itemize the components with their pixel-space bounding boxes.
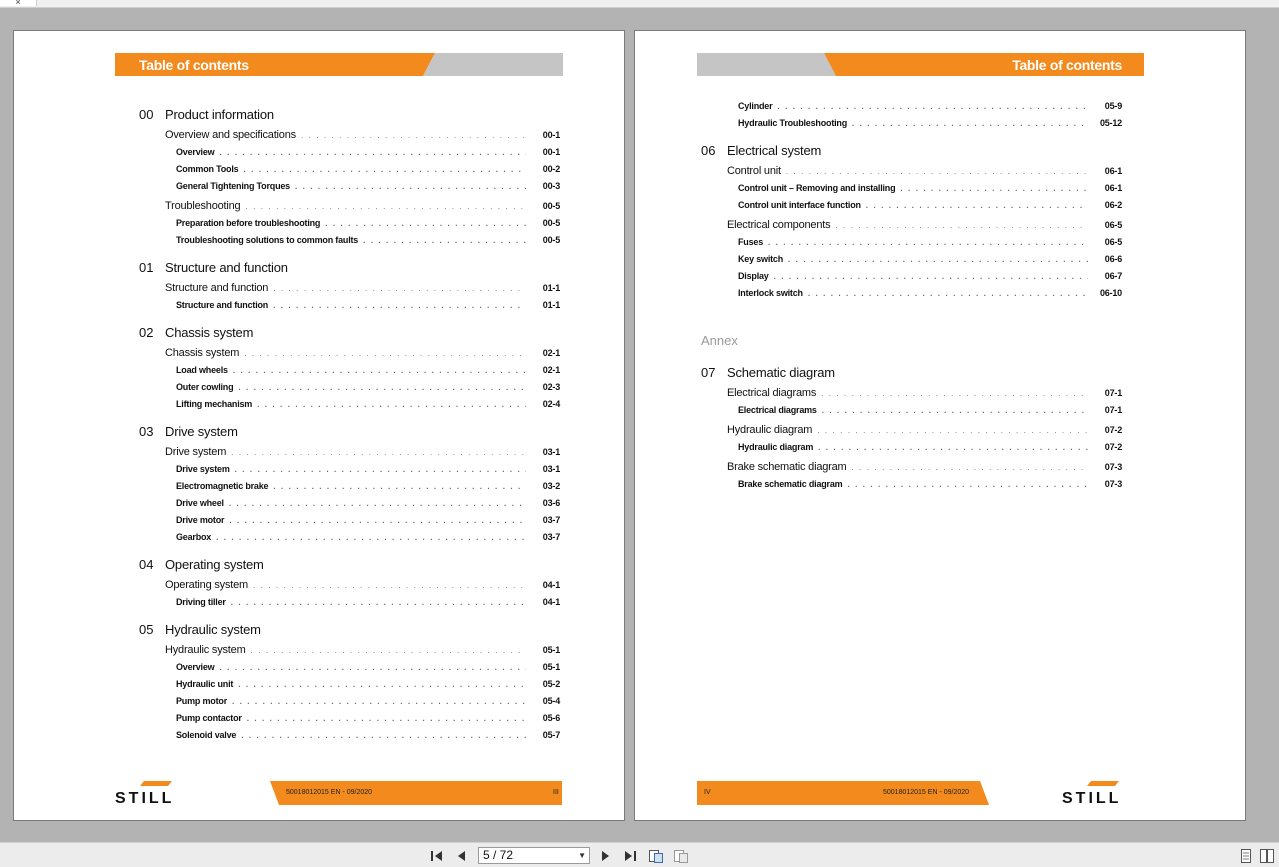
chevron-down-icon[interactable]: ▼ — [578, 851, 586, 860]
toc-page-number: 07-2 — [1104, 442, 1122, 452]
toc-section-entry[interactable] — [701, 461, 1122, 479]
toc-page-number: 05-1 — [542, 645, 560, 655]
toc-subsection-entry[interactable] — [139, 662, 560, 679]
toc-page-number: 05-7 — [542, 730, 560, 740]
toc-section-entry[interactable] — [701, 165, 1122, 183]
dot-leader — [301, 131, 526, 140]
toc-entry-label: Cylinder — [738, 101, 773, 111]
toc-entry-label: Control unit interface function — [738, 200, 861, 210]
toc-subsection-entry[interactable] — [139, 218, 560, 235]
chapter-number: 06 — [701, 143, 716, 158]
toc-entry-label: Overview — [176, 147, 215, 157]
toc-subsection-entry[interactable] — [701, 254, 1122, 271]
toc-entry-label: Troubleshooting — [165, 200, 241, 212]
toc-list — [139, 99, 560, 747]
page-number-input[interactable] — [478, 847, 590, 864]
toc-section-entry[interactable] — [701, 219, 1122, 237]
toc-page-number: 06-7 — [1104, 271, 1122, 281]
toc-subsection-entry[interactable] — [701, 200, 1122, 217]
toc-entry-label: Electrical diagrams — [738, 405, 817, 415]
toc-entry-label: Control unit – Removing and installing — [738, 183, 896, 193]
toc-subsection-entry[interactable] — [701, 271, 1122, 288]
still-logo — [114, 781, 200, 812]
dot-leader — [363, 236, 526, 245]
dot-leader — [229, 499, 526, 508]
chapter-number: 03 — [139, 424, 154, 439]
toc-subsection-entry[interactable] — [139, 696, 560, 713]
toc-chapter-heading[interactable] — [139, 103, 560, 127]
toc-subsection-entry[interactable] — [139, 532, 560, 549]
dot-leader — [238, 383, 526, 392]
toc-entry-label: Troubleshooting solutions to common faults — [176, 235, 359, 245]
toc-entry-label: Electromagnetic brake — [176, 481, 269, 491]
toc-entry-label: Load wheels — [176, 365, 228, 375]
toc-entry-label: Pump contactor — [176, 713, 242, 723]
header-title: Table of contents — [1012, 57, 1122, 73]
toc-page-number: 06-2 — [1104, 200, 1122, 210]
toc-entry-label: Control unit — [727, 165, 781, 177]
fit-page-icon[interactable] — [648, 848, 664, 864]
toc-page-number: 00-1 — [542, 130, 560, 140]
annex-label: Annex — [701, 333, 738, 348]
dot-leader — [231, 598, 526, 607]
dot-leader — [847, 480, 1088, 489]
toc-subsection-entry[interactable] — [139, 730, 560, 747]
dot-leader — [852, 463, 1088, 472]
toc-subsection-entry[interactable] — [139, 679, 560, 696]
header-banner — [115, 53, 563, 76]
toc-page-number: 00-5 — [542, 201, 560, 211]
tab-close-button[interactable]: × — [0, 0, 37, 6]
toc-entry-label: Electrical components — [727, 219, 831, 231]
dot-leader — [238, 680, 526, 689]
chapter-title: Product information — [165, 107, 274, 122]
toc-entry-label: Brake schematic diagram — [738, 479, 843, 489]
toc-subsection-entry[interactable] — [139, 235, 560, 252]
toc-page-number: 05-2 — [542, 679, 560, 689]
toc-page-number: 04-1 — [542, 580, 560, 590]
footer-page-number: IV — [704, 789, 711, 796]
toc-section-entry[interactable] — [701, 424, 1122, 442]
dot-leader — [835, 221, 1088, 230]
toc-page-number: 06-1 — [1104, 166, 1122, 176]
toc-entry-label: Fuses — [738, 237, 764, 247]
toc-entry-label: Drive system — [176, 464, 230, 474]
toc-subsection-entry[interactable] — [701, 237, 1122, 254]
toc-page-number: 02-4 — [542, 399, 560, 409]
dot-leader — [229, 516, 526, 525]
toc-entry-label: Hydraulic unit — [176, 679, 234, 689]
toc-subsection-entry[interactable] — [701, 118, 1122, 135]
toc-subsection-entry[interactable] — [139, 164, 560, 181]
dot-leader — [273, 301, 526, 310]
toc-page-number: 05-1 — [542, 662, 560, 672]
toc-entry-label: Hydraulic system — [165, 644, 246, 656]
toc-page-number: 04-1 — [542, 597, 560, 607]
toc-entry-label: Overview — [176, 662, 215, 672]
single-page-view-icon[interactable] — [1238, 848, 1254, 864]
chapter-title: Drive system — [165, 424, 238, 439]
toc-entry-label: Pump motor — [176, 696, 227, 706]
toc-page-number: 06-5 — [1104, 237, 1122, 247]
dot-leader — [788, 255, 1088, 264]
toc-page-number: 00-5 — [542, 235, 560, 245]
first-page-icon[interactable] — [429, 848, 445, 864]
toc-subsection-entry[interactable] — [139, 515, 560, 532]
toc-entry-label: Outer cowling — [176, 382, 234, 392]
toc-entry-label: Display — [738, 271, 769, 281]
toc-subsection-entry[interactable] — [701, 405, 1122, 422]
dot-leader — [257, 400, 526, 409]
logo-text: STILL — [115, 790, 175, 807]
chapter-number: 04 — [139, 557, 154, 572]
toc-page-number: 03-7 — [542, 532, 560, 542]
dot-leader — [232, 697, 526, 706]
toc-subsection-entry[interactable] — [139, 399, 560, 416]
toc-entry-label: Structure and function — [176, 300, 269, 310]
toc-page-number: 06-1 — [1104, 183, 1122, 193]
tab-strip — [0, 0, 1279, 8]
toc-subsection-entry[interactable] — [701, 442, 1122, 459]
toc-page-number: 00-3 — [542, 181, 560, 191]
toc-page-number: 01-1 — [542, 283, 560, 293]
dot-leader — [808, 289, 1088, 298]
two-page-view-icon[interactable] — [1259, 848, 1275, 864]
toc-subsection-entry[interactable] — [139, 300, 560, 317]
footer-document-number: 50018012015 EN - 09/2020 — [286, 789, 373, 796]
toc-entry-label: Operating system — [165, 579, 249, 591]
dot-leader — [235, 465, 526, 474]
toc-page-number: 05-6 — [542, 713, 560, 723]
toc-page-number: 07-3 — [1104, 479, 1122, 489]
chapter-number: 02 — [139, 325, 154, 340]
header-banner — [697, 53, 1144, 76]
toc-section-entry[interactable] — [139, 644, 560, 662]
toc-page-number: 07-1 — [1104, 405, 1122, 415]
dot-leader — [768, 238, 1088, 247]
toc-chapter-heading[interactable] — [139, 321, 560, 345]
toc-page-number: 06-5 — [1104, 220, 1122, 230]
chapter-title: Schematic diagram — [727, 365, 835, 380]
toc-entry-label: Structure and function — [165, 282, 269, 294]
dot-leader — [866, 201, 1088, 210]
toc-entry-label: Hydraulic diagram — [727, 424, 813, 436]
dot-leader — [244, 349, 526, 358]
dot-leader — [219, 148, 526, 157]
toc-section-entry[interactable] — [139, 200, 560, 218]
toc-chapter-heading[interactable] — [139, 420, 560, 444]
toc-page-number: 01-1 — [542, 300, 560, 310]
toc-chapter-heading[interactable] — [139, 618, 560, 642]
dot-leader — [247, 714, 526, 723]
toc-chapter-heading[interactable] — [139, 256, 560, 280]
dot-leader — [818, 443, 1088, 452]
toc-subsection-entry[interactable] — [701, 183, 1122, 200]
dot-leader — [241, 731, 526, 740]
next-page-icon[interactable] — [597, 848, 613, 864]
dot-leader — [900, 184, 1088, 193]
chapter-number: 07 — [701, 365, 716, 380]
logo-text: STILL — [1062, 790, 1122, 807]
toc-subsection-entry[interactable] — [139, 498, 560, 515]
toc-entry-label: Preparation before troubleshooting — [176, 218, 321, 228]
chapter-number: 01 — [139, 260, 154, 275]
toc-page-number: 00-2 — [542, 164, 560, 174]
dot-leader — [253, 581, 526, 590]
toc-page-number: 05-12 — [1099, 118, 1122, 128]
toc-section-entry[interactable] — [139, 446, 560, 464]
toc-subsection-entry[interactable] — [701, 101, 1122, 118]
toc-entry-label: Lifting mechanism — [176, 399, 253, 409]
footer-document-number: 50018012015 EN - 09/2020 — [883, 789, 970, 796]
toc-page-number: 02-1 — [542, 348, 560, 358]
toc-entry-label: Brake schematic diagram — [727, 461, 847, 473]
toc-subsection-entry[interactable] — [139, 713, 560, 730]
dot-leader — [273, 482, 526, 491]
toc-subsection-entry[interactable] — [139, 481, 560, 498]
toc-entry-label: Drive motor — [176, 515, 225, 525]
toc-entry-label: Drive wheel — [176, 498, 224, 508]
toc-section-entry[interactable] — [139, 579, 560, 597]
toc-page-number: 07-3 — [1104, 462, 1122, 472]
toc-entry-label: Drive system — [165, 446, 227, 458]
toc-page-number: 00-5 — [542, 218, 560, 228]
toc-chapter-heading[interactable] — [701, 361, 1122, 385]
toc-entry-label: Hydraulic Troubleshooting — [738, 118, 848, 128]
toc-entry-label: Gearbox — [176, 532, 212, 542]
dot-leader — [852, 119, 1088, 128]
dot-leader — [273, 284, 526, 293]
toc-subsection-entry[interactable] — [139, 147, 560, 164]
footer-bar — [270, 781, 562, 805]
last-page-icon[interactable] — [622, 848, 638, 864]
toc-page-number: 00-1 — [542, 147, 560, 157]
toc-section-entry[interactable] — [139, 282, 560, 300]
page-indicator: 5 / 72 — [483, 848, 514, 862]
toc-page-number: 03-1 — [542, 464, 560, 474]
toc-entry-label: Overview and specifications — [165, 129, 296, 141]
dot-leader — [777, 102, 1088, 111]
toc-page-number: 02-1 — [542, 365, 560, 375]
toc-page-number: 03-1 — [542, 447, 560, 457]
toc-page-number: 03-6 — [542, 498, 560, 508]
toc-subsection-entry[interactable] — [701, 479, 1122, 496]
dot-leader — [821, 389, 1088, 398]
toc-subsection-entry[interactable] — [139, 597, 560, 614]
dot-leader — [822, 406, 1088, 415]
toc-entry-label: Driving tiller — [176, 597, 226, 607]
toc-subsection-entry[interactable] — [139, 181, 560, 198]
chapter-number: 05 — [139, 622, 154, 637]
dot-leader — [243, 165, 526, 174]
dot-leader — [786, 167, 1088, 176]
toc-page-number: 06-10 — [1099, 288, 1122, 298]
toc-list — [701, 101, 1122, 496]
dot-leader — [251, 646, 526, 655]
toc-entry-label: Key switch — [738, 254, 784, 264]
toc-entry-label: Hydraulic diagram — [738, 442, 814, 452]
dot-leader — [295, 182, 526, 191]
toc-page-number: 03-7 — [542, 515, 560, 525]
toc-section-entry[interactable] — [139, 347, 560, 365]
toc-page-number: 07-2 — [1104, 425, 1122, 435]
toc-entry-label: Common Tools — [176, 164, 239, 174]
toc-subsection-entry[interactable] — [139, 464, 560, 481]
chapter-title: Operating system — [165, 557, 264, 572]
header-title: Table of contents — [139, 57, 249, 73]
footer-bar — [697, 781, 989, 805]
toc-entry-label: General Tightening Torques — [176, 181, 290, 191]
dot-leader — [219, 663, 526, 672]
chapter-title: Structure and function — [165, 260, 288, 275]
dot-leader — [233, 366, 526, 375]
toc-page-number: 02-3 — [542, 382, 560, 392]
still-logo — [1061, 781, 1147, 812]
toc-section-entry[interactable] — [701, 387, 1122, 405]
document-page-right — [634, 30, 1246, 821]
chapter-title: Electrical system — [727, 143, 822, 158]
toc-subsection-entry[interactable] — [701, 288, 1122, 305]
dot-leader — [774, 272, 1088, 281]
toc-page-number: 07-1 — [1104, 388, 1122, 398]
toc-page-number: 06-6 — [1104, 254, 1122, 264]
toc-entry-label: Interlock switch — [738, 288, 803, 298]
toc-entry-label: Solenoid valve — [176, 730, 237, 740]
dot-leader — [231, 448, 526, 457]
fit-width-icon[interactable] — [673, 848, 689, 864]
dot-leader — [245, 202, 526, 211]
toc-entry-label: Chassis system — [165, 347, 240, 359]
document-page-left — [13, 30, 625, 821]
chapter-title: Chassis system — [165, 325, 254, 340]
toc-subsection-entry[interactable] — [139, 365, 560, 382]
toc-chapter-heading[interactable] — [701, 139, 1122, 163]
annex-heading — [701, 323, 1122, 357]
chapter-title: Hydraulic system — [165, 622, 261, 637]
prev-page-icon[interactable] — [454, 848, 470, 864]
toc-page-number: 05-9 — [1104, 101, 1122, 111]
toc-entry-label: Electrical diagrams — [727, 387, 817, 399]
footer-page-number: III — [553, 789, 559, 796]
dot-leader — [325, 219, 526, 228]
toc-page-number: 03-2 — [542, 481, 560, 491]
toc-subsection-entry[interactable] — [139, 382, 560, 399]
toc-section-entry[interactable] — [139, 129, 560, 147]
chapter-number: 00 — [139, 107, 154, 122]
toc-page-number: 05-4 — [542, 696, 560, 706]
dot-leader — [216, 533, 526, 542]
dot-leader — [817, 426, 1088, 435]
pdf-toolbar — [0, 842, 1279, 867]
toc-chapter-heading[interactable] — [139, 553, 560, 577]
